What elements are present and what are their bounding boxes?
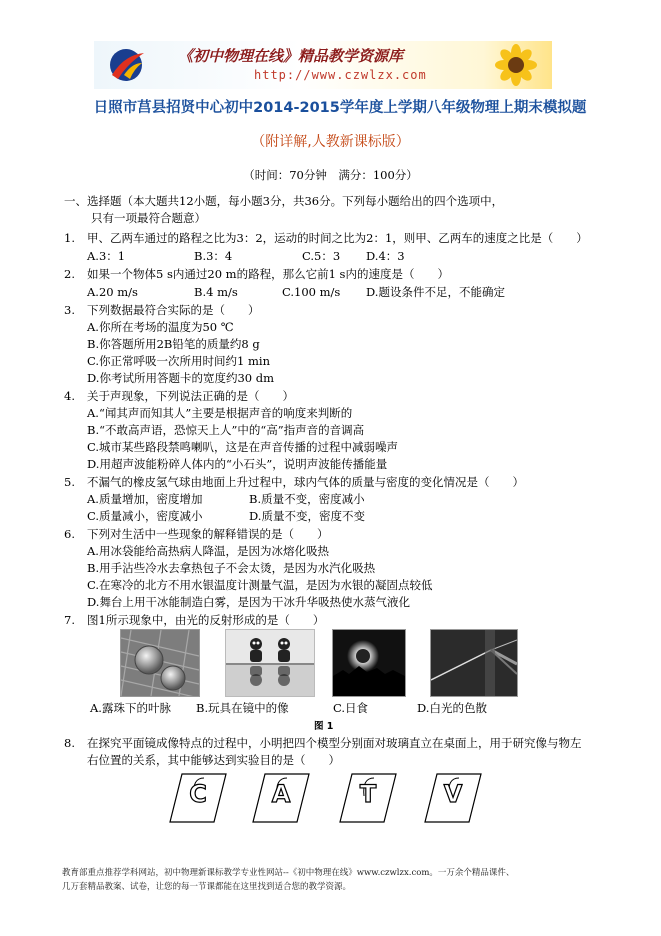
question-number: 2.	[64, 267, 75, 281]
exam-time-info: （时间：70分钟 满分：100分）	[243, 168, 418, 182]
option-b: B.质量不变，密度减小	[249, 492, 365, 506]
banner-title: 《初中物理在线》精品教学资源库	[178, 47, 404, 65]
option-b: B.“不敢高声语，恐惊天上人”中的“高”指声音的音调高	[87, 423, 365, 437]
option-c: C.质量减小，密度减小	[87, 509, 203, 523]
option-b: B.4 m/s	[194, 285, 238, 299]
option-a: A.20 m/s	[87, 285, 138, 299]
option-b: B.3：4	[194, 249, 233, 263]
question-stem: 关于声现象，下列说法正确的是（ ）	[87, 389, 294, 403]
question-stem: 在探究平面镜成像特点的过程中，小明把四个模型分别面对玻璃直立在桌面上，用于研究像与物左	[87, 736, 582, 750]
question-stem-line2: 右位置的关系，其中能够达到实验目的是（ ）	[87, 753, 340, 767]
option-d: D.你考试所用答题卡的宽度约30 dm	[87, 371, 275, 385]
figure-caption-d: D.白光的色散	[417, 701, 487, 715]
toy-mirror-image	[225, 629, 315, 697]
option-a: A.质量增加，密度增加	[87, 492, 203, 506]
page-subtitle: （附详解,人教新课标版）	[251, 134, 410, 150]
figure-caption-c: C.日食	[333, 701, 369, 715]
question-number: 6.	[64, 527, 75, 541]
option-d: D.题设条件不足，不能确定	[366, 285, 505, 299]
question-stem: 不漏气的橡皮氢气球由地面上升过程中，球内气体的质量与密度的变化情况是（ ）	[87, 475, 524, 489]
question-stem: 下列对生活中一些现象的解释错误的是（ ）	[87, 527, 329, 541]
question-number: 7.	[64, 613, 75, 627]
footer-line: 教育部重点推荐学科网站，初中物理新课标教学专业性网站--《初中物理在线》www.czwlzx.com。一万余个精品课件、	[62, 868, 515, 878]
letter-model-t	[338, 768, 400, 828]
question-number: 3.	[64, 303, 75, 317]
letter-model-a	[251, 768, 313, 828]
question-stem: 图1所示现象中，由光的反射形成的是（ ）	[87, 613, 325, 627]
section-heading: 一、选择题（本大题共12小题，每小题3分，共36分。下列每小题给出的四个选项中，	[64, 194, 504, 208]
question-number: 4.	[64, 389, 75, 403]
option-c: C.5：3	[302, 249, 341, 263]
option-b: B.你答题所用2B铅笔的质量约8 g	[87, 337, 260, 351]
footer-line-2: 几万套精品教案、试卷，让您的每一节课都能在这里找到适合您的教学资源。	[62, 882, 352, 892]
option-c: C.在寒冷的北方不用水银温度计测量气温，是因为水银的凝固点较低	[87, 578, 433, 592]
option-d: D.舞台上用干冰能制造白雾，是因为干冰升华吸热使水蒸气液化	[87, 595, 410, 609]
question-number: 8.	[64, 736, 75, 750]
section-heading-line2: 只有一项最符合题意）	[91, 211, 206, 225]
option-c: C.你正常呼吸一次所用时间约1 min	[87, 354, 271, 368]
solar-eclipse-image	[332, 629, 406, 697]
option-a: A.你所在考场的温度为50 ℃	[87, 320, 234, 334]
letter-v-glyph: V	[443, 780, 463, 808]
letter-model-v	[423, 768, 485, 828]
option-a: A.用冰袋能给高热病人降温，是因为冰熔化吸热	[87, 544, 329, 558]
option-d: D.4：3	[366, 249, 405, 263]
site-logo-icon	[104, 45, 148, 85]
dewdrop-leaf-image	[120, 629, 200, 697]
light-dispersion-image	[430, 629, 518, 697]
figure-caption-b: B.玩具在镜中的像	[196, 701, 289, 715]
letter-t-glyph: T	[359, 780, 377, 808]
question-stem: 如果一个物体5 s内通过20 m的路程，那么它前1 s内的速度是（ ）	[87, 267, 449, 281]
question-stem: 甲、乙两车通过的路程之比为3：2，运动的时间之比为2：1，则甲、乙两车的速度之比是（ ）	[87, 231, 588, 245]
option-d: D.质量不变，密度不变	[249, 509, 365, 523]
figure-label: 图 1	[314, 721, 334, 732]
question-number: 5.	[64, 475, 75, 489]
question-stem: 下列数据最符合实际的是（ ）	[87, 303, 260, 317]
option-b: B.用手沾些冷水去拿热包子不会太烫，是因为水汽化吸热	[87, 561, 376, 575]
header-banner	[94, 41, 552, 89]
option-a: A.3：1	[87, 249, 126, 263]
option-c: C.城市某些路段禁鸣喇叭，这是在声音传播的过程中减弱噪声	[87, 440, 399, 454]
option-a: A.“闻其声而知其人”主要是根据声音的响度来判断的	[87, 406, 353, 420]
letter-c-glyph: C	[189, 780, 207, 808]
figure-caption-a: A.露珠下的叶脉	[90, 701, 171, 715]
sunflower-icon	[486, 43, 546, 87]
letter-model-c	[168, 768, 230, 828]
letter-a-glyph: A	[271, 780, 291, 808]
page-title: 日照市莒县招贤中心初中2014-2015学年度上学期八年级物理上期末模拟题	[93, 100, 587, 116]
option-c: C.100 m/s	[282, 285, 341, 299]
option-d: D.用超声波能粉碎人体内的“小石头”，说明声波能传播能量	[87, 457, 388, 471]
banner-url[interactable]: http://www.czwlzx.com	[254, 68, 427, 82]
question-number: 1.	[64, 231, 75, 245]
page-footer	[62, 866, 622, 894]
